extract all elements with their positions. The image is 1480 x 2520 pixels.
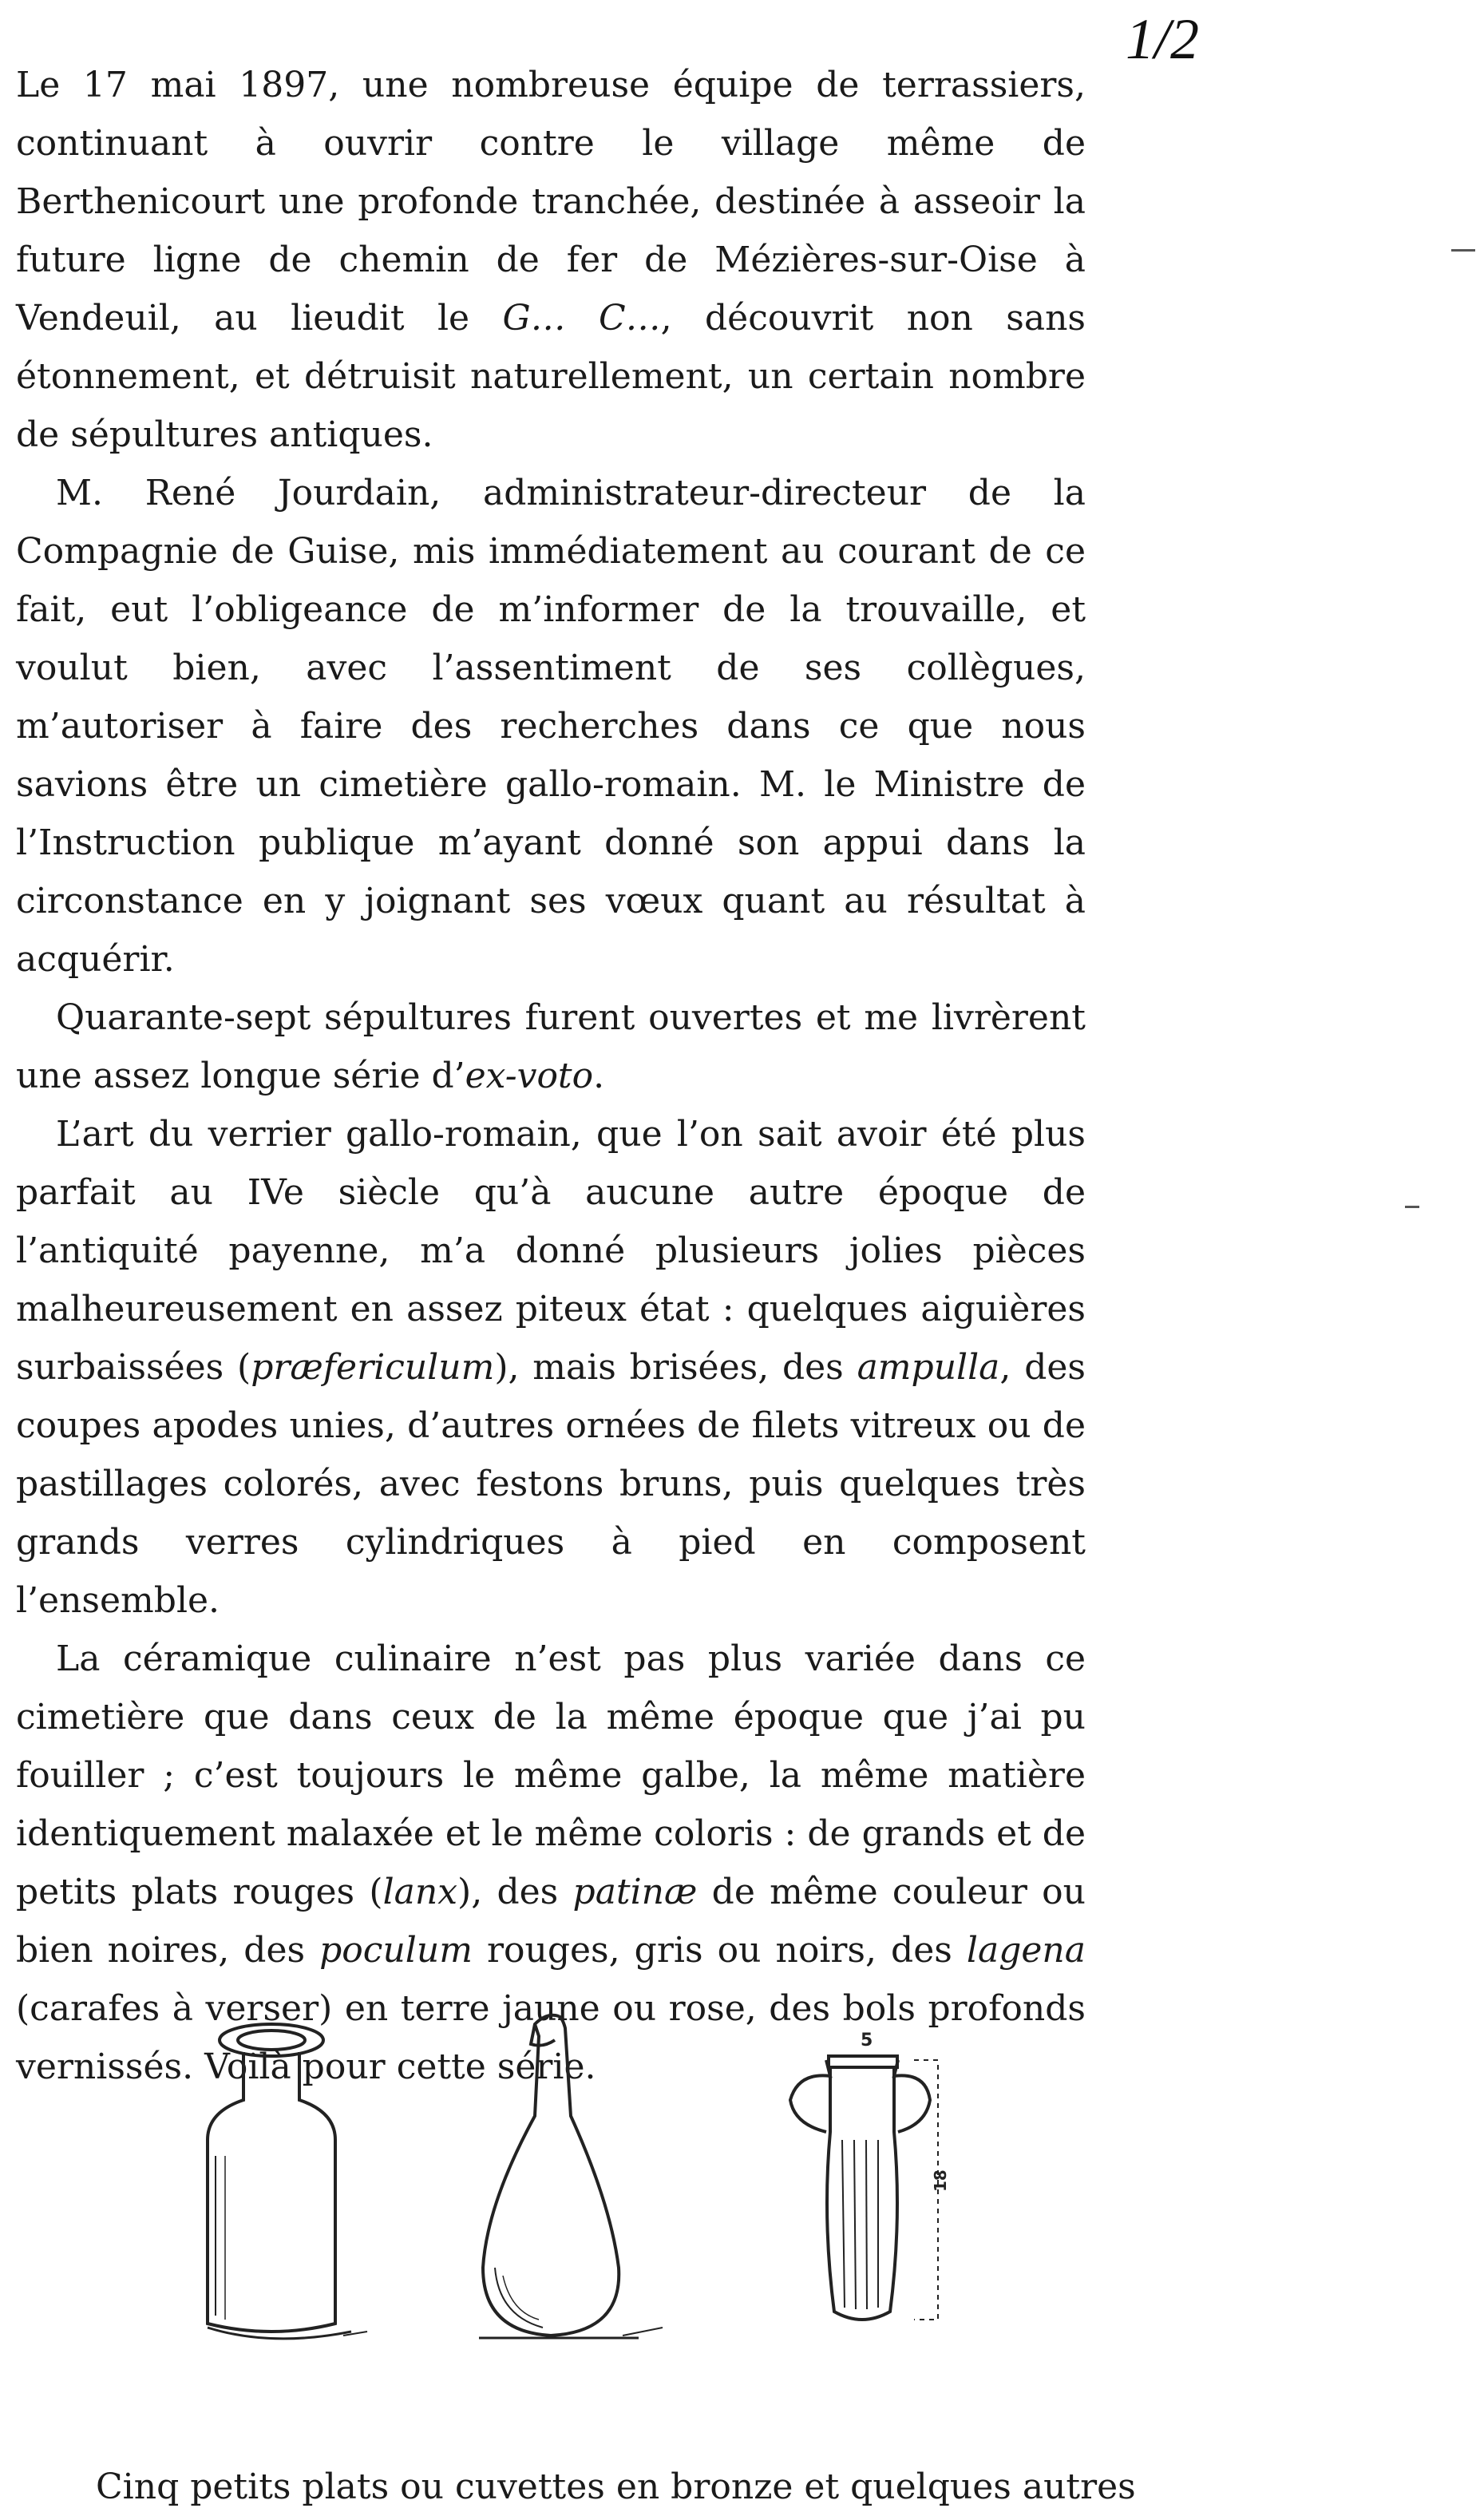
amphora-drawing bbox=[790, 2056, 938, 2320]
text-run: ), des bbox=[457, 1872, 573, 1912]
italic-term: ampulla bbox=[857, 1347, 1000, 1388]
body-text bbox=[16, 56, 1086, 2096]
text-run: M. René Jourdain, administrateur-directeur de la Compagnie de Guise, mis immédiatement au courant de ce fait, eut l’obligeance de m’informer de la trouvaille, et voulut bien, avec l’assentiment de ses collègues, m’autoriser à faire des recherches dans ce que nous savions être un cimetière gallo-romain. M. le Ministre de l’Instruction publique m’ayant donné son appui dans la circonstance en y joignant ses vœux quant au résultat à acquérir. bbox=[16, 473, 1086, 980]
text-run: ), mais brisées, des bbox=[494, 1347, 857, 1388]
glass-vessels-illustration bbox=[160, 2012, 974, 2348]
italic-term: ex-voto bbox=[465, 1056, 594, 1096]
italic-term: lanx bbox=[382, 1872, 458, 1912]
text-run: , des coupes apodes unies, d’autres ornées de filets vitreux ou de pastillages colorés, avec festons bruns, puis quelques très grands verres cylindriques à pied en composent l’ensemble. bbox=[16, 1347, 1086, 1621]
scale-label: 18 bbox=[931, 2169, 950, 2192]
figure-number: 5 bbox=[861, 2031, 873, 2050]
text-run: Le 17 mai 1897, une nombreuse équipe de terrassiers, continuant à ouvrir contre le village même de Berthenicourt une profonde tranchée, destinée à asseoir la future ligne de chemin de fer de Mézières-sur-Oise à Vendeuil, au lieudit le bbox=[16, 65, 1086, 339]
italic-term: patinæ bbox=[572, 1872, 698, 1912]
text-run: (carafes à verser) en terre jaune ou rose, des bols profonds vernissés. Voilà pour cette série. bbox=[16, 1988, 1086, 2087]
italic-term: lagena bbox=[966, 1930, 1086, 1971]
page-number: 1/2 bbox=[1126, 7, 1200, 71]
italic-term: G… C… bbox=[502, 298, 661, 339]
text-run: Quarante-sept sépultures furent ouvertes et me livrèrent une assez longue série d’ bbox=[16, 997, 1086, 1096]
paragraph bbox=[16, 1105, 1086, 1630]
margin-mark bbox=[1451, 249, 1475, 252]
text-run: L’art du verrier gallo-romain, que l’on sait avoir été plus parfait au IVe siècle qu’à aucune autre époque de l’antiquité payenne, m’a donné plusieurs jolies pièces malheureusement en assez piteux état : quelques aiguières surbaissées ( bbox=[16, 1114, 1086, 1388]
carafe-drawing bbox=[479, 2015, 663, 2338]
italic-term: præfericulum bbox=[251, 1347, 495, 1388]
text-run: , découvrit non sans étonnement, et détruisit naturellement, un certain nombre de sépultures antiques. bbox=[16, 298, 1086, 455]
text-run: . bbox=[593, 1056, 605, 1096]
paragraph bbox=[16, 56, 1086, 464]
margin-mark bbox=[1405, 1206, 1419, 1208]
text-run: La céramique culinaire n’est pas plus variée dans ce cimetière que dans ceux de la même époque que j’ai pu fouiller ; c’est toujours le même galbe, la même matière identiquement malaxée et le même coloris : de grands et de petits plats rouges ( bbox=[16, 1638, 1086, 1912]
paragraph bbox=[16, 464, 1086, 989]
flask-drawing bbox=[208, 2024, 367, 2339]
italic-term: poculum bbox=[319, 1930, 473, 1971]
text-run: de même couleur ou bien noires, des bbox=[16, 1872, 1086, 1971]
paragraph bbox=[16, 989, 1086, 1105]
text-run: rouges, gris ou noirs, des bbox=[472, 1930, 967, 1971]
figure-caption: Cinq petits plats ou cuvettes en bronze et quelques autres bbox=[96, 2467, 1136, 2507]
